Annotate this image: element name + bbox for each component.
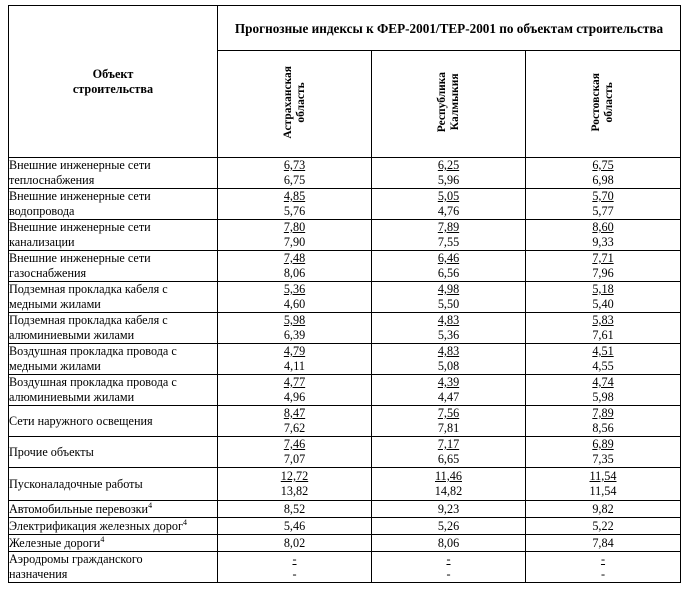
- table-row: [9, 535, 681, 552]
- object-name: [9, 251, 218, 282]
- forecast-value: 6,56: [437, 266, 460, 280]
- forecast-value: 11,46: [435, 469, 462, 483]
- forecast-value: 4,39: [437, 375, 460, 389]
- forecast-value: 4,11: [284, 359, 305, 373]
- index-value-cell: 9,23: [372, 501, 526, 518]
- forecast-value: 5,77: [592, 204, 614, 218]
- object-name: [9, 406, 218, 437]
- table-row: [9, 313, 681, 344]
- index-value-cell: [526, 313, 681, 344]
- object-name: [9, 282, 218, 313]
- forecast-value: 5,98: [283, 313, 306, 327]
- forecast-value: 9,33: [592, 235, 614, 249]
- object-name-line: Подземная прокладка кабеля с: [9, 313, 168, 327]
- object-name-line: Внешние инженерные сети: [9, 251, 151, 265]
- forecast-value: 6,46: [437, 251, 460, 265]
- object-name-line: Внешние инженерные сети: [9, 189, 151, 203]
- forecast-value: 11,54: [589, 469, 617, 483]
- index-value-cell: [526, 468, 681, 501]
- forecast-value: 7,62: [283, 421, 306, 435]
- footnote-mark: 4: [100, 534, 105, 544]
- forecast-value: 4,55: [592, 359, 614, 373]
- forecast-value: 5,36: [437, 328, 460, 342]
- table-row: [9, 518, 681, 535]
- object-name-line: газоснабжения: [9, 266, 87, 280]
- forecast-value: 4,79: [283, 344, 306, 358]
- index-value-cell: 9,82: [526, 501, 681, 518]
- forecast-value: 8,06: [283, 266, 306, 280]
- object-name-line: Воздушная прокладка провода с: [9, 344, 177, 358]
- object-name-text: Железные дороги: [9, 535, 101, 550]
- forecast-value: 7,81: [437, 421, 460, 435]
- forecast-value: 4,83: [437, 313, 460, 327]
- object-name: [9, 518, 218, 535]
- index-value-cell: [218, 437, 372, 468]
- forecast-value: 7,71: [592, 251, 614, 265]
- object-name-line: Внешние инженерные сети: [9, 220, 151, 234]
- forecast-value: 4,47: [437, 390, 460, 404]
- object-name: [9, 501, 218, 518]
- forecast-value: 4,76: [437, 204, 460, 218]
- forecast-value: 7,07: [283, 452, 306, 466]
- forecast-value: 5,70: [592, 189, 614, 203]
- forecast-value: 13,82: [280, 484, 309, 498]
- object-name-line: алюминиевыми жилами: [9, 328, 135, 342]
- object-name: [9, 313, 218, 344]
- table-row: [9, 251, 681, 282]
- object-name: [9, 437, 218, 468]
- object-name-line: назначения: [9, 567, 68, 581]
- forecast-value: 5,96: [437, 173, 460, 187]
- forecast-value: 5,36: [283, 282, 306, 296]
- forecast-value: 7,89: [437, 220, 460, 234]
- index-value-cell: [372, 552, 526, 583]
- forecast-value: 5,98: [592, 390, 614, 404]
- object-name-line: Пусконаладочные работы: [9, 476, 143, 491]
- object-name: [9, 535, 218, 552]
- index-value-cell: [218, 406, 372, 437]
- object-name-line: медными жилами: [9, 359, 101, 373]
- index-value-cell: [218, 251, 372, 282]
- forecast-value: 7,80: [283, 220, 306, 234]
- forecast-value: -: [446, 567, 451, 581]
- object-name-line: Прочие объекты: [9, 444, 94, 459]
- forecast-value: 8,56: [592, 421, 614, 435]
- forecast-value: 7,89: [592, 406, 614, 420]
- table-row: [9, 501, 681, 518]
- forecast-value: 6,75: [592, 158, 614, 172]
- forecast-value: 5,18: [592, 282, 614, 296]
- forecast-value: 5,83: [592, 313, 614, 327]
- forecast-value: 7,17: [437, 437, 460, 451]
- forecast-value: -: [292, 567, 297, 581]
- forecast-value: 4,96: [283, 390, 306, 404]
- table-row: [9, 220, 681, 251]
- forecast-value: 11,54: [589, 484, 617, 498]
- index-value-cell: [526, 344, 681, 375]
- forecast-value: 6,73: [283, 158, 306, 172]
- index-value-cell: [218, 375, 372, 406]
- table-row: [9, 406, 681, 437]
- object-name-line: теплоснабжения: [9, 173, 95, 187]
- object-column-header: Объект строительства: [9, 6, 218, 158]
- index-value-cell: [218, 344, 372, 375]
- index-value-cell: 5,22: [526, 518, 681, 535]
- index-value-cell: 5,26: [372, 518, 526, 535]
- object-name: [9, 552, 218, 583]
- forecast-value: 4,74: [592, 375, 614, 389]
- object-name-line: канализации: [9, 235, 75, 249]
- region-header-rostov: Ростовская область: [526, 51, 681, 158]
- object-name: [9, 375, 218, 406]
- object-name-line: медными жилами: [9, 297, 101, 311]
- index-value-cell: 8,06: [372, 535, 526, 552]
- index-value-cell: [218, 282, 372, 313]
- forecast-value: 5,40: [592, 297, 614, 311]
- index-value-cell: [372, 313, 526, 344]
- forecast-value: -: [446, 552, 451, 566]
- object-name-line: Аэродромы гражданского: [9, 552, 143, 566]
- index-value-cell: [372, 468, 526, 501]
- object-name: [9, 468, 218, 501]
- forecast-value: 8,47: [283, 406, 306, 420]
- forecast-value: 6,75: [283, 173, 306, 187]
- object-name-line: Подземная прокладка кабеля с: [9, 282, 168, 296]
- index-value-cell: 8,52: [218, 501, 372, 518]
- index-value-cell: [372, 158, 526, 189]
- index-value-cell: [526, 406, 681, 437]
- forecast-value: 7,46: [283, 437, 306, 451]
- forecast-value: -: [600, 552, 606, 566]
- forecast-value: 5,76: [283, 204, 306, 218]
- object-name-line: Внешние инженерные сети: [9, 158, 151, 172]
- index-value-cell: [372, 189, 526, 220]
- index-value-cell: [372, 406, 526, 437]
- index-value-cell: 7,84: [526, 535, 681, 552]
- footnote-mark: 4: [182, 517, 187, 527]
- object-name-text: Автомобильные перевозки: [9, 501, 149, 516]
- index-value-cell: 5,46: [218, 518, 372, 535]
- forecast-value: 7,96: [592, 266, 614, 280]
- object-name: [9, 344, 218, 375]
- forecast-value: 4,77: [283, 375, 306, 389]
- table-row: [9, 282, 681, 313]
- index-value-cell: [218, 189, 372, 220]
- index-value-cell: [526, 282, 681, 313]
- object-name-text: Электрификация железных дорог: [9, 518, 183, 533]
- index-value-cell: [372, 375, 526, 406]
- index-value-cell: [526, 251, 681, 282]
- forecast-value: 4,85: [283, 189, 306, 203]
- forecast-value: 4,60: [283, 297, 306, 311]
- object-name-line: Воздушная прокладка провода с: [9, 375, 177, 389]
- index-value-cell: [372, 344, 526, 375]
- index-value-cell: [218, 468, 372, 501]
- object-name: [9, 189, 218, 220]
- forecast-value: 5,50: [437, 297, 460, 311]
- object-name-line: водопровода: [9, 204, 75, 218]
- table-row: [9, 375, 681, 406]
- forecast-value: 7,56: [437, 406, 460, 420]
- object-name: [9, 158, 218, 189]
- table-row: [9, 437, 681, 468]
- table-row: [9, 468, 681, 501]
- forecast-value: 7,48: [283, 251, 306, 265]
- table-row: [9, 344, 681, 375]
- index-value-cell: [218, 313, 372, 344]
- forecast-value: 4,83: [437, 344, 460, 358]
- index-value-cell: [372, 437, 526, 468]
- index-value-cell: [526, 437, 681, 468]
- forecast-value: -: [600, 567, 606, 581]
- forecast-value: 8,60: [592, 220, 614, 234]
- forecast-value: 14,82: [434, 484, 463, 498]
- forecast-value: 12,72: [280, 469, 309, 483]
- forecast-value: 6,98: [592, 173, 614, 187]
- table-row: [9, 552, 681, 583]
- forecast-value: 7,35: [592, 452, 614, 466]
- index-table: [8, 5, 681, 583]
- forecast-value: 5,05: [437, 189, 460, 203]
- forecast-value: 7,55: [437, 235, 460, 249]
- forecast-value: 5,08: [437, 359, 460, 373]
- object-name-line: алюминиевыми жилами: [9, 390, 135, 404]
- footnote-mark: 4: [148, 500, 153, 510]
- index-value-cell: [218, 158, 372, 189]
- index-value-cell: [526, 220, 681, 251]
- forecast-value: -: [292, 552, 297, 566]
- forecast-value: 7,61: [592, 328, 614, 342]
- index-value-cell: [526, 189, 681, 220]
- forecast-value: 4,51: [592, 344, 614, 358]
- index-value-cell: [218, 552, 372, 583]
- object-name: [9, 220, 218, 251]
- index-value-cell: [218, 220, 372, 251]
- table-row: [9, 158, 681, 189]
- region-header-kalmykia: Республика Калмыкия: [372, 51, 526, 158]
- index-value-cell: [372, 220, 526, 251]
- index-value-cell: [526, 375, 681, 406]
- forecast-value: 6,89: [592, 437, 614, 451]
- table-title: Прогнозные индексы к ФЕР-2001/ТЕР-2001 по объектам строительства: [218, 6, 681, 51]
- region-header-astrakhan: Астраханская область: [218, 51, 372, 158]
- forecast-value: 6,39: [283, 328, 306, 342]
- index-value-cell: [526, 552, 681, 583]
- forecast-value: 7,90: [283, 235, 306, 249]
- index-value-cell: [372, 282, 526, 313]
- forecast-value: 6,65: [437, 452, 460, 466]
- index-value-cell: [526, 158, 681, 189]
- object-name-line: Сети наружного освещения: [9, 413, 153, 428]
- forecast-value: 6,25: [437, 158, 460, 172]
- index-value-cell: [372, 251, 526, 282]
- table-row: [9, 189, 681, 220]
- forecast-value: 4,98: [437, 282, 460, 296]
- index-value-cell: 8,02: [218, 535, 372, 552]
